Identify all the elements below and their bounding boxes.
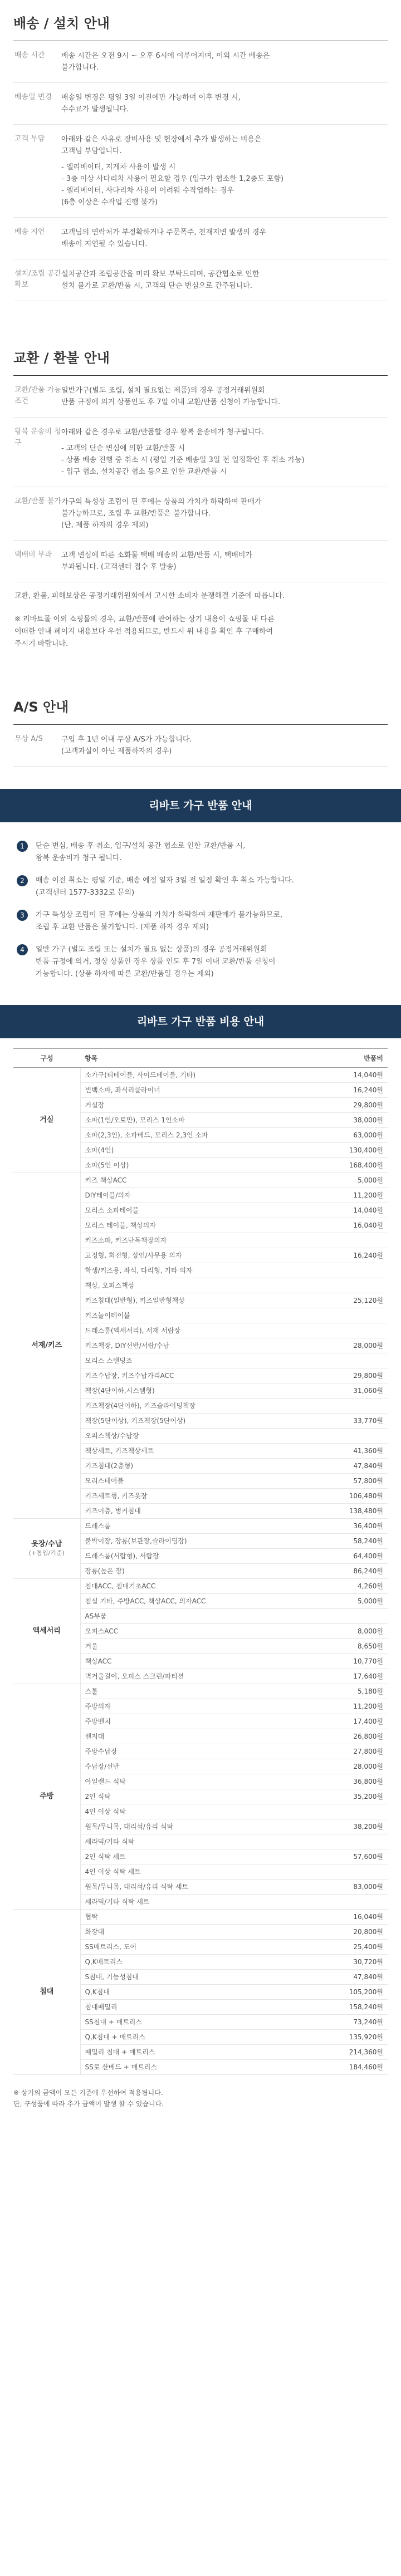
table-row xyxy=(13,1068,388,1083)
fee-item: 드레스룸 xyxy=(80,1519,326,1534)
fee-item: 주방벤치 xyxy=(80,1714,326,1729)
fee-item: SS로 산베드 + 매트리스 xyxy=(80,2060,326,2075)
info-body xyxy=(61,426,388,478)
info-line: 반품 규정에 의거 상품인도 후 7일 이내 교환/반품 신청이 가능합니다. xyxy=(61,398,281,406)
policy-line: 왕복 운송비가 청구 됩니다. xyxy=(36,854,122,862)
fee-item: 협탁 xyxy=(80,1910,326,1925)
fee-item: 책상ACC xyxy=(80,1654,326,1669)
fee-value: 57,800원 xyxy=(326,1474,388,1489)
fee-value xyxy=(326,1308,388,1323)
info-line: 고객님 부담입니다. xyxy=(61,147,122,155)
fee-item: 거울 xyxy=(80,1639,326,1654)
fee-item: 책장(5단이상), 키즈책장(5단이상) xyxy=(80,1414,326,1429)
fee-item: 소파(5인 이상) xyxy=(80,1158,326,1173)
exchange-section xyxy=(0,335,401,661)
fee-value xyxy=(326,1429,388,1444)
fee-category xyxy=(13,1068,80,1173)
fee-item: 화장대 xyxy=(80,1925,326,1940)
fee-item: 드레스룸(액세서리), 서재 서랍장 xyxy=(80,1323,326,1338)
fee-note-line: 단, 구성품에 따라 추가 금액이 발생 할 수 있습니다. xyxy=(13,2100,164,2108)
fee-category-label: 서재/키즈 xyxy=(31,1341,62,1350)
info-line: - 입구 협소, 설치공간 협소 등으로 인한 교환/반품 시 xyxy=(61,468,227,476)
fee-item: 스툴 xyxy=(80,1684,326,1699)
fee-value: 16,240원 xyxy=(326,1083,388,1098)
fee-item: SS침대 + 매트리스 xyxy=(80,2015,326,2030)
fee-item: 아일랜드 식탁 xyxy=(80,1774,326,1789)
as-rows xyxy=(13,725,388,767)
table-row xyxy=(13,1684,388,1699)
fee-value: 5,180원 xyxy=(326,1684,388,1699)
policy-line: 조립 후 교환 반품은 불가합니다. (제품 하자 경우 제외) xyxy=(36,923,209,931)
fee-item: 키즈놀이테이블 xyxy=(80,1308,326,1323)
fee-value: 5,000원 xyxy=(326,1594,388,1609)
fee-value: 130,400원 xyxy=(326,1143,388,1158)
fee-value xyxy=(326,1353,388,1368)
policy-line: 일반 가구 (별도 조립 또는 설치가 필요 없는 상품)의 경우 공정거래위원회 xyxy=(36,945,267,954)
policy-number-badge: 2 xyxy=(17,875,28,886)
fee-item: 키즈세트형, 키즈옷장 xyxy=(80,1489,326,1504)
fee-item: 드레스룸(서랍형), 서랍장 xyxy=(80,1549,326,1564)
fee-value xyxy=(326,1609,388,1624)
policy-number-badge: 4 xyxy=(17,944,28,955)
fee-item: 세라믹/기타 식탁 xyxy=(80,1834,326,1849)
fee-item: 책상, 오피스책상 xyxy=(80,1278,326,1293)
info-row xyxy=(13,376,388,418)
info-line: 배송이 지연될 수 있습니다. xyxy=(61,240,148,248)
info-label: 택배비 부과 xyxy=(14,551,52,559)
info-label: 배송 시간 xyxy=(14,51,45,60)
info-line: 아래와 같은 사유로 장비사용 및 현장에서 추가 발생하는 비용은 xyxy=(61,135,262,144)
exchange-standard-text: 교환, 환불, 피해보상은 공정거래위원회에서 고시한 소비자 분쟁해결 기준에 따릅니다. xyxy=(14,592,285,600)
fee-category xyxy=(13,1684,80,1910)
fee-value: 26,800원 xyxy=(326,1729,388,1744)
fee-category-label: 침대 xyxy=(40,1988,54,1996)
fee-value: 57,600원 xyxy=(326,1849,388,1864)
fee-item: 패밀리 침대 + 매트리스 xyxy=(80,2045,326,2060)
fee-value: 184,460원 xyxy=(326,2060,388,2075)
fee-item: 모리스테이블 xyxy=(80,1474,326,1489)
return-policy-banner: 리바트 가구 반품 안내 xyxy=(0,789,401,822)
fee-value: 58,240원 xyxy=(326,1534,388,1549)
table-row xyxy=(13,1579,388,1594)
info-line: 설치공간과 조립공간을 미리 확보 부탁드리며, 공간협소로 인한 xyxy=(61,270,260,278)
fee-value xyxy=(326,1895,388,1910)
policy-item xyxy=(17,840,384,865)
header-item: 항목 xyxy=(80,1049,326,1068)
fee-value: 14,040원 xyxy=(326,1203,388,1218)
policy-number-badge: 3 xyxy=(17,910,28,921)
fee-item: S침대, 기능성침대 xyxy=(80,1970,326,1985)
fee-item: 소파(1인/오토만), 모리스 1인소파 xyxy=(80,1113,326,1128)
fee-value: 17,640원 xyxy=(326,1669,388,1684)
info-row xyxy=(13,418,388,487)
fee-item: SS매트리스, 도어 xyxy=(80,1940,326,1955)
fee-item: Q,K침대 xyxy=(80,1985,326,2000)
info-line: 구입 후 1년 이내 무상 A/S가 가능합니다. xyxy=(61,735,192,744)
fee-item: 4인 이상 식탁 xyxy=(80,1804,326,1819)
return-fee-table-wrap xyxy=(0,1038,401,2081)
fee-value: 29,800원 xyxy=(326,1098,388,1113)
fee-item: 원목/무니목, 대리석/유리 식탁 세트 xyxy=(80,1880,326,1895)
info-line: - 엘리베이터, 사다리차 사용이 어려워 수작업하는 경우 xyxy=(61,187,234,195)
policy-text xyxy=(36,840,245,865)
policy-line: 단순 변심, 배송 후 취소, 입구/설치 공간 협소로 인한 교환/반품 시, xyxy=(36,842,246,850)
fee-item: 세라믹/기타 식탁 세트 xyxy=(80,1895,326,1910)
fee-note-line: ※ 상기의 금액이 모든 기준에 우선하여 적용됩니다. xyxy=(13,2089,163,2097)
fee-item: 렌지대 xyxy=(80,1729,326,1744)
fee-value xyxy=(326,1263,388,1278)
info-row xyxy=(13,125,388,218)
return-fee-table xyxy=(13,1048,388,2075)
policy-item xyxy=(17,875,384,899)
policy-text xyxy=(36,944,276,980)
fee-category xyxy=(13,1579,80,1684)
fee-item: 키즈침대(2층형) xyxy=(80,1459,326,1474)
fee-item: 주방의자 xyxy=(80,1699,326,1714)
fee-value: 14,040원 xyxy=(326,1068,388,1083)
fee-item: DIY테이블/의자 xyxy=(80,1188,326,1203)
fee-value: 29,800원 xyxy=(326,1368,388,1383)
info-body xyxy=(61,50,388,73)
fee-value: 63,000원 xyxy=(326,1128,388,1143)
fee-value: 25,400원 xyxy=(326,1940,388,1955)
fee-item: 소파(4인) xyxy=(80,1143,326,1158)
delivery-rows xyxy=(13,41,388,301)
delivery-title: 배송 / 설치 안내 xyxy=(13,0,388,41)
fee-item: 4인 이상 식탁 세트 xyxy=(80,1864,326,1880)
fee-value: 11,200원 xyxy=(326,1699,388,1714)
info-line: - 3층 이상 사다리차 사용이 필요할 경우 (입구가 협소한 1,2층도 포함) xyxy=(61,175,284,183)
info-label: 무상 A/S xyxy=(14,735,43,743)
info-line: 아래와 같은 경우로 교환/반품할 경우 왕복 운송비가 청구됩니다. xyxy=(61,428,264,436)
fee-value: 138,480원 xyxy=(326,1504,388,1519)
info-line: 고객님의 연락처가 부정확하거나 주문폭주, 천재지변 발생의 경우 xyxy=(61,228,266,237)
info-row xyxy=(13,725,388,767)
info-body xyxy=(61,734,388,757)
fee-value: 17,400원 xyxy=(326,1714,388,1729)
fee-item: 모리스 테이블, 책상의자 xyxy=(80,1218,326,1233)
fee-value xyxy=(326,1834,388,1849)
fee-item: 키즈 책상ACC xyxy=(80,1173,326,1188)
info-body xyxy=(61,92,388,115)
info-row xyxy=(13,487,388,541)
fee-value: 47,840원 xyxy=(326,1970,388,1985)
info-line: (고객과실이 아닌 제품하자의 경우) xyxy=(61,747,172,755)
info-label: 교환/반품 불가 xyxy=(14,497,61,506)
exchange-title: 교환 / 환불 안내 xyxy=(13,335,388,376)
fee-category xyxy=(13,1910,80,2075)
fee-item: 2인 식탁 xyxy=(80,1789,326,1804)
fee-value: 86,240원 xyxy=(326,1564,388,1579)
info-body xyxy=(61,134,388,208)
fee-item: 장롱(높은 장) xyxy=(80,1564,326,1579)
fee-category-label: 거실 xyxy=(40,1116,54,1124)
policy-number-badge: 1 xyxy=(17,841,28,852)
fee-value: 8,650원 xyxy=(326,1639,388,1654)
info-line: 부과됩니다. (고객센터 접수 후 발송) xyxy=(61,563,177,571)
fee-value: 36,800원 xyxy=(326,1774,388,1789)
fee-value: 47,840원 xyxy=(326,1459,388,1474)
info-row xyxy=(13,541,388,582)
fee-item: 키즈이층, 벙커침대 xyxy=(80,1504,326,1519)
fee-item: 학생/키즈용, 좌식, 다리형, 기타 의자 xyxy=(80,1263,326,1278)
policy-item xyxy=(17,909,384,934)
fee-item: Q,K침대 + 매트리스 xyxy=(80,2030,326,2045)
info-line: 배송 시간은 오전 9시 ~ 오후 6시에 이루어지며, 이외 시간 배송은 xyxy=(61,52,270,60)
fee-item: 침대패밀리 xyxy=(80,2000,326,2015)
fee-value xyxy=(326,1233,388,1248)
info-line: 고객 변심에 따른 소화물 택배 배송의 교환/반품 시, 택배비가 xyxy=(61,551,252,560)
info-label: 교환/반품 가능 조건 xyxy=(14,386,61,405)
fee-item: 2인 식탁 세트 xyxy=(80,1849,326,1864)
fee-item: 키즈책장, DIY선반/서랍/수납 xyxy=(80,1338,326,1353)
policy-text xyxy=(36,875,294,899)
policy-text xyxy=(36,909,282,934)
fee-value: 135,920원 xyxy=(326,2030,388,2045)
table-row xyxy=(13,1173,388,1188)
policy-line: 가능합니다. (상품 하자에 따른 교환/반품일 경우는 제외) xyxy=(36,970,214,978)
fee-value: 214,360원 xyxy=(326,2045,388,2060)
fee-value: 36,400원 xyxy=(326,1519,388,1534)
fee-value: 5,000원 xyxy=(326,1173,388,1188)
fee-value: 41,360원 xyxy=(326,1444,388,1459)
fee-value: 4,260원 xyxy=(326,1579,388,1594)
fee-value: 73,240원 xyxy=(326,2015,388,2030)
info-line: 설치 불가로 교환/반품 시, 고객의 단순 변심으로 간주됩니다. xyxy=(61,282,252,290)
note-line: 어떠한 안내 페이지 내용보다 우선 적용되므로, 반드시 위 내용을 확인 후 구매하여 xyxy=(14,627,273,636)
info-line: 불가능하므로, 조립 후 교환/반품은 불가합니다. xyxy=(61,509,211,518)
table-row xyxy=(13,1910,388,1925)
fee-item: Q,K매트리스 xyxy=(80,1955,326,1970)
info-line: 배송일 변경은 평일 3일 이전에만 가능하며 이후 변경 시, xyxy=(61,94,241,102)
fee-value: 64,400원 xyxy=(326,1549,388,1564)
info-row xyxy=(13,259,388,301)
policy-line: 가구 특성상 조립이 된 후에는 상품의 가치가 하락하여 재판매가 불가능하므로, xyxy=(36,911,283,919)
fee-value xyxy=(326,1804,388,1819)
info-label: 배송일 변경 xyxy=(14,93,52,101)
fee-value: 16,240원 xyxy=(326,1248,388,1263)
fee-item: 거실장 xyxy=(80,1098,326,1113)
info-line: (단, 제품 하자의 경우 제외) xyxy=(61,521,149,529)
info-line: - 엘리베이터, 지게차 사용이 발생 시 xyxy=(61,163,176,171)
fee-value xyxy=(326,1323,388,1338)
fee-value: 30,720원 xyxy=(326,1955,388,1970)
fee-value xyxy=(326,1399,388,1414)
as-title: A/S 안내 xyxy=(13,684,388,725)
fee-value: 35,200원 xyxy=(326,1789,388,1804)
fee-item: 오피스ACC xyxy=(80,1624,326,1639)
info-line: 가구의 특성상 조립이 된 후에는 상품의 가치가 하락하여 판매가 xyxy=(61,498,262,506)
fee-value: 25,120원 xyxy=(326,1293,388,1308)
info-body xyxy=(61,549,388,573)
fee-value: 28,000원 xyxy=(326,1759,388,1774)
info-line xyxy=(61,438,388,443)
fee-category xyxy=(13,1519,80,1579)
fee-value: 31,060원 xyxy=(326,1383,388,1399)
policy-line: (고객센터 1577-3332로 문의) xyxy=(36,889,135,897)
header-fee: 반품비 xyxy=(326,1049,388,1068)
fee-item: 고정형, 회전형, 상인/사무용 의자 xyxy=(80,1248,326,1263)
fee-value: 106,480원 xyxy=(326,1489,388,1504)
return-fee-banner: 리바트 가구 반품 비용 안내 xyxy=(0,1005,401,1038)
info-line: 불가합니다. xyxy=(61,63,99,72)
fee-value: 28,000원 xyxy=(326,1338,388,1353)
fee-item: 책상세트, 키즈책상세트 xyxy=(80,1444,326,1459)
fee-notes xyxy=(0,2081,401,2126)
fee-value: 27,800원 xyxy=(326,1744,388,1759)
fee-value: 38,000원 xyxy=(326,1113,388,1128)
info-body xyxy=(61,385,388,408)
fee-category-sub: (+통입/기준) xyxy=(28,1549,65,1557)
fee-item: 키즈소파, 키즈단독책장의자 xyxy=(80,1233,326,1248)
info-label: 고객 부담 xyxy=(14,135,45,143)
info-line: - 상품 배송 진행 중 취소 시 (평일 기준 배송일 3일 전 일정확인 후 취소 가능) xyxy=(61,456,305,464)
fee-item: 원목/무니목, 대리석/유리 식탁 xyxy=(80,1819,326,1834)
info-line: - 고객의 단순 변심에 의한 교환/반품 시 xyxy=(61,444,185,453)
fee-value xyxy=(326,1278,388,1293)
return-policy-list xyxy=(0,822,401,1005)
fee-item: 키즈책장(4단이하), 키즈슬라이딩책장 xyxy=(80,1399,326,1414)
delivery-section xyxy=(0,0,401,301)
as-section xyxy=(0,684,401,767)
fee-item: 침대ACC, 침대기초ACC xyxy=(80,1579,326,1594)
info-label: 설치/조립 공간 확보 xyxy=(14,269,61,289)
fee-value: 11,200원 xyxy=(326,1188,388,1203)
info-line: 수수료가 발생됩니다. xyxy=(61,105,129,114)
fee-item: 오피스책상/수납장 xyxy=(80,1429,326,1444)
exchange-note xyxy=(13,610,388,661)
fee-value: 83,000원 xyxy=(326,1880,388,1895)
info-line xyxy=(61,157,388,161)
fee-item: 빈백소파, 좌식리클라이너 xyxy=(80,1083,326,1098)
fee-value: 10,770원 xyxy=(326,1654,388,1669)
fee-item: 벽거울걸이, 오피스 스크린/파티션 xyxy=(80,1669,326,1684)
fee-value: 168,400원 xyxy=(326,1158,388,1173)
fee-value: 105,200원 xyxy=(326,1985,388,2000)
fee-category-label: 옷장/수납 xyxy=(31,1539,62,1548)
fee-value: 16,040원 xyxy=(326,1218,388,1233)
note-line: ※ 리바트몰 이외 쇼핑몰의 경우, 교환/반품에 관여하는 상기 내용이 쇼핑몰 내 다른 xyxy=(14,615,275,624)
table-row xyxy=(13,1519,388,1534)
exchange-rows xyxy=(13,376,388,582)
fee-value: 158,240원 xyxy=(326,2000,388,2015)
fee-value: 38,200원 xyxy=(326,1819,388,1834)
fee-item: 키즈수납장, 키즈수납가리ACC xyxy=(80,1368,326,1383)
fee-category-label: 주방 xyxy=(40,1792,54,1800)
fee-category xyxy=(13,1173,80,1519)
info-body xyxy=(61,227,388,250)
info-label: 왕복 운송비 청구 xyxy=(14,428,61,447)
info-body xyxy=(61,268,388,292)
fee-table-header xyxy=(13,1049,388,1068)
fee-item: 책장(4단이하,시스템형) xyxy=(80,1383,326,1399)
info-line: 일반가구(별도 조립, 설치 필요없는 제품)의 경우 공정거래위원회 xyxy=(61,386,265,395)
fee-item: 침실 기타, 주방ACC, 책상ACC, 의자ACC xyxy=(80,1594,326,1609)
note-line: 주시기 바랍니다. xyxy=(14,640,69,648)
info-line: (6층 이상은 수작업 진행 불가) xyxy=(61,198,158,207)
fee-item: 모리스 스탠딩조 xyxy=(80,1353,326,1368)
fee-value: 20,800원 xyxy=(326,1925,388,1940)
fee-item: 키즈침대(일반형), 키즈일반형책상 xyxy=(80,1293,326,1308)
header-category: 구성 xyxy=(13,1049,80,1068)
fee-item: AS부품 xyxy=(80,1609,326,1624)
info-row xyxy=(13,83,388,125)
policy-line: 반품 규정에 의거, 정상 상품인 경우 상품 인도 후 7일 이내 교환/반품 신청이 xyxy=(36,958,276,966)
fee-item: 소파(2,3인), 소파베드, 모리스 2,3인 소파 xyxy=(80,1128,326,1143)
policy-item xyxy=(17,944,384,980)
info-row xyxy=(13,218,388,259)
policy-line: 배송 이전 취소는 평일 기준, 배송 예정 일자 3일 전 일정 확인 후 취소 가능합니다. xyxy=(36,876,294,885)
fee-item: 붙박이장, 장롱(보관장,슬라이딩장) xyxy=(80,1534,326,1549)
info-label: 배송 지연 xyxy=(14,228,45,236)
fee-category-label: 액세서리 xyxy=(32,1627,61,1635)
fee-item: 소가구(티테이블, 사이드테이블, 기타) xyxy=(80,1068,326,1083)
fee-item: 수납장/선반 xyxy=(80,1759,326,1774)
fee-value: 8,000원 xyxy=(326,1624,388,1639)
fee-value: 16,040원 xyxy=(326,1910,388,1925)
fee-value xyxy=(326,1864,388,1880)
fee-value: 33,770원 xyxy=(326,1414,388,1429)
fee-item: 모리스 소파테이블 xyxy=(80,1203,326,1218)
fee-item: 주방수납장 xyxy=(80,1744,326,1759)
info-body xyxy=(61,496,388,531)
info-row xyxy=(13,41,388,83)
